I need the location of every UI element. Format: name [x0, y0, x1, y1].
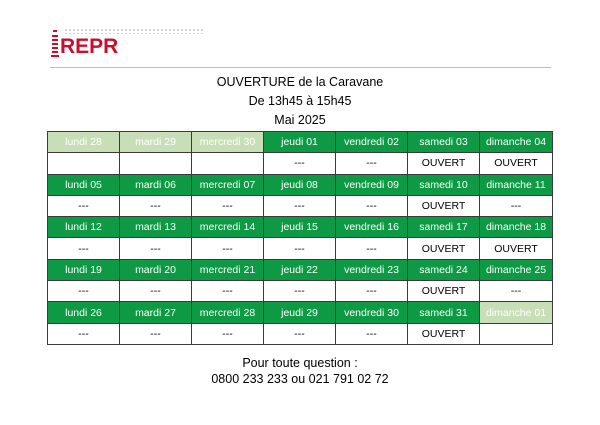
week-status-row — [48, 195, 553, 216]
status-cell: --- — [120, 195, 192, 216]
title-line-3: Mai 2025 — [274, 113, 326, 127]
day-header-cell: jeudi 29 — [264, 302, 336, 323]
status-cell: --- — [120, 323, 192, 344]
week-day-row — [48, 259, 553, 280]
title-line-2: De 13h45 à 15h45 — [248, 94, 352, 108]
week-day-row — [48, 174, 553, 195]
footer-phone-numbers: 0800 233 233 ou 021 791 02 72 — [211, 372, 389, 386]
status-cell: --- — [336, 195, 408, 216]
page-title-block — [0, 73, 600, 130]
title-line-1: OUVERTURE de la Caravane — [216, 75, 384, 89]
day-header-cell: lundi 19 — [48, 259, 120, 280]
day-header-cell: vendredi 09 — [336, 174, 408, 195]
day-header-cell: lundi 28 — [48, 132, 120, 153]
day-header-cell: lundi 26 — [48, 302, 120, 323]
status-cell: --- — [192, 281, 264, 302]
week-status-row — [48, 153, 553, 174]
status-cell: --- — [48, 281, 120, 302]
status-cell: --- — [48, 323, 120, 344]
status-cell: --- — [480, 195, 553, 216]
day-header-cell: samedi 10 — [408, 174, 480, 195]
day-header-cell: dimanche 18 — [480, 217, 553, 238]
day-header-cell: dimanche 25 — [480, 259, 553, 280]
status-cell: OUVERT — [408, 281, 480, 302]
day-header-cell: mardi 13 — [120, 217, 192, 238]
status-cell — [192, 153, 264, 174]
status-cell: --- — [264, 153, 336, 174]
week-day-row — [48, 217, 553, 238]
day-header-cell: mercredi 14 — [192, 217, 264, 238]
day-header-cell: vendredi 23 — [336, 259, 408, 280]
day-header-cell: jeudi 22 — [264, 259, 336, 280]
day-header-cell: mardi 27 — [120, 302, 192, 323]
status-cell: --- — [336, 281, 408, 302]
status-cell: --- — [264, 323, 336, 344]
status-cell: OUVERT — [408, 238, 480, 259]
status-cell: --- — [120, 238, 192, 259]
contact-footer — [0, 355, 600, 387]
status-cell: --- — [336, 323, 408, 344]
status-cell: --- — [336, 153, 408, 174]
day-header-cell: dimanche 11 — [480, 174, 553, 195]
day-header-cell: dimanche 04 — [480, 132, 553, 153]
day-header-cell: dimanche 01 — [480, 302, 553, 323]
day-header-cell: lundi 12 — [48, 217, 120, 238]
status-cell: --- — [264, 281, 336, 302]
day-header-cell: mercredi 30 — [192, 132, 264, 153]
day-header-cell: mardi 20 — [120, 259, 192, 280]
logo-dots — [64, 28, 204, 34]
day-header-cell: mardi 06 — [120, 174, 192, 195]
status-cell: OUVERT — [408, 323, 480, 344]
status-cell: --- — [480, 281, 553, 302]
week-status-row — [48, 323, 553, 344]
day-header-cell: samedi 17 — [408, 217, 480, 238]
repr-logo — [50, 28, 130, 60]
status-cell: --- — [264, 195, 336, 216]
week-day-row — [48, 132, 553, 153]
opening-calendar — [47, 131, 553, 345]
footer-question: Pour toute question : — [242, 356, 358, 370]
day-header-cell: jeudi 01 — [264, 132, 336, 153]
logo-text: REPR — [60, 35, 119, 58]
status-cell: --- — [48, 238, 120, 259]
status-cell: --- — [264, 238, 336, 259]
day-header-cell: vendredi 16 — [336, 217, 408, 238]
lighthouse-icon — [50, 28, 60, 60]
day-header-cell: jeudi 08 — [264, 174, 336, 195]
week-status-row — [48, 281, 553, 302]
day-header-cell: samedi 24 — [408, 259, 480, 280]
day-header-cell: mardi 29 — [120, 132, 192, 153]
status-cell: --- — [192, 195, 264, 216]
status-cell — [48, 153, 120, 174]
status-cell: --- — [48, 195, 120, 216]
day-header-cell: mercredi 07 — [192, 174, 264, 195]
day-header-cell: samedi 03 — [408, 132, 480, 153]
status-cell: OUVERT — [480, 238, 553, 259]
day-header-cell: mercredi 21 — [192, 259, 264, 280]
header-divider — [50, 67, 551, 68]
week-status-row — [48, 238, 553, 259]
status-cell: --- — [120, 281, 192, 302]
week-day-row — [48, 302, 553, 323]
status-cell: --- — [192, 323, 264, 344]
day-header-cell: jeudi 15 — [264, 217, 336, 238]
status-cell: OUVERT — [480, 153, 553, 174]
day-header-cell: samedi 31 — [408, 302, 480, 323]
status-cell: --- — [336, 238, 408, 259]
day-header-cell: vendredi 30 — [336, 302, 408, 323]
status-cell — [120, 153, 192, 174]
status-cell: --- — [192, 238, 264, 259]
day-header-cell: lundi 05 — [48, 174, 120, 195]
day-header-cell: vendredi 02 — [336, 132, 408, 153]
day-header-cell: mercredi 28 — [192, 302, 264, 323]
status-cell: OUVERT — [408, 195, 480, 216]
status-cell — [480, 323, 553, 344]
status-cell: OUVERT — [408, 153, 480, 174]
